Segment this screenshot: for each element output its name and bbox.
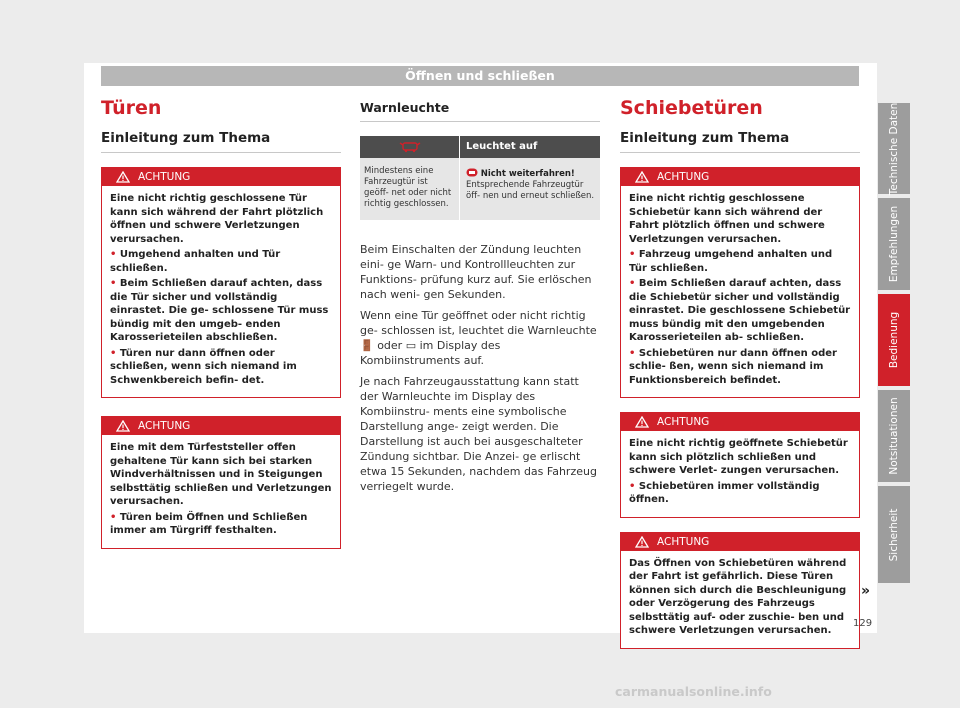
- warning-triangle-icon: [635, 416, 649, 428]
- paragraph: Beim Einschalten der Zündung leuchten eini- ge Warn- und Kontrollleuchten zur Funktions- prüfung kurz auf. Sie erlöschen nach weni- gen Sekunden.: [360, 243, 592, 301]
- table-header-icon-cell: [360, 136, 460, 158]
- warning-bullet: • Beim Schließen darauf achten, dass die Schiebetür sicher und vollständig einrastet. Die geschlossene Schiebetür muss bündig mit den umgebenden Karosserieteilen ab- schließen.: [629, 278, 851, 343]
- warning-label: ACHTUNG: [138, 420, 191, 432]
- column-schiebetueren: [620, 96, 860, 649]
- paragraph: Wenn eine Tür geöffnet oder nicht richtig ge- schlossen ist, leuchtet die Warnleuchte 🚪 oder ▭ im Display des Kombiinstruments auf.: [360, 309, 597, 367]
- warning-light-table: [360, 136, 600, 220]
- table-row: [360, 158, 600, 220]
- section-heading: Türen: [101, 97, 162, 119]
- tab-sicherheit[interactable]: Sicherheit: [878, 486, 910, 583]
- warning-box: [101, 416, 341, 549]
- bullet-icon: •: [110, 347, 120, 359]
- bullet-icon: •: [110, 249, 120, 260]
- bullet-icon: •: [110, 511, 120, 523]
- tab-technische-daten[interactable]: Technische Daten: [878, 103, 910, 194]
- warning-triangle-icon: [116, 171, 130, 183]
- warning-header: [102, 417, 340, 435]
- watermark: carmanualsonline.info: [615, 684, 772, 699]
- warning-box: [620, 167, 860, 398]
- warning-triangle-icon: [116, 420, 130, 432]
- warning-intro: Das Öffnen von Schiebetüren während der Fahrt ist gefährlich. Diese Türen können sich durch die Beschleunigung oder Verzögerung des Fahrzeugs selbsttätig auf- oder zuschie- ben und schwere Verletzungen verursachen.: [629, 557, 847, 636]
- table-cell-action-text: Entsprechende Fahrzeugtür öff- nen und erneut schließen.: [466, 180, 595, 201]
- warning-header: [621, 168, 859, 186]
- section-heading: Schiebetüren: [620, 97, 763, 119]
- table-cell-condition: Mindestens eine Fahrzeugtür ist geöff- net oder nicht richtig geschlossen.: [360, 158, 460, 220]
- continue-mark: »: [861, 583, 871, 599]
- warning-triangle-icon: [635, 171, 649, 183]
- stop-icon: [466, 168, 478, 177]
- warning-body: [621, 186, 859, 397]
- warning-body: [621, 431, 859, 517]
- section-subheading: Einleitung zum Thema: [620, 130, 860, 153]
- warning-label: ACHTUNG: [657, 416, 710, 428]
- chapter-header: Öffnen und schließen: [101, 66, 859, 86]
- warning-bullet: • Beim Schließen darauf achten, dass die Tür sicher und vollständig einrastet. Die ge- schlossene Tür muss bündig mit den umgeb- enden Karosserieteilen abschließen.: [110, 278, 329, 343]
- bullet-icon: •: [629, 480, 639, 492]
- door-open-car-icon: [399, 141, 421, 153]
- warning-intro: Eine nicht richtig geschlossene Tür kann sich während der Fahrt plötzlich öffnen und schwere Verletzungen verursachen.: [110, 193, 324, 245]
- bullet-icon: •: [629, 249, 639, 260]
- column-warnleuchte: [360, 96, 600, 500]
- warning-bullet: • Fahrzeug umgehend anhalten und Tür schließen.: [629, 249, 833, 274]
- table-cell-action: [460, 158, 600, 220]
- warning-header: [102, 168, 340, 186]
- warning-body: [102, 435, 340, 548]
- bullet-icon: •: [110, 278, 120, 289]
- warning-triangle-icon: [635, 536, 649, 548]
- warning-label: ACHTUNG: [657, 171, 710, 183]
- tab-bedienung[interactable]: Bedienung: [878, 294, 910, 386]
- section-subheading: Einleitung zum Thema: [101, 130, 341, 153]
- section-heading: Warnleuchte: [360, 100, 600, 122]
- body-text: [360, 242, 600, 494]
- table-cell-action-bold: Nicht weiterfahren!: [480, 169, 575, 179]
- warning-bullet: • Umgehend anhalten und Tür schließen.: [110, 249, 281, 274]
- bullet-icon: •: [629, 278, 639, 289]
- warning-box: [620, 532, 860, 649]
- page-number: 129: [853, 618, 873, 629]
- warning-box: [101, 167, 341, 398]
- warning-bullet: • Türen nur dann öffnen oder schließen, wenn sich niemand im Schwenkbereich befin- det.: [110, 347, 297, 386]
- warning-label: ACHTUNG: [657, 535, 710, 548]
- table-header-text: Leuchtet auf: [460, 136, 600, 158]
- warning-label: ACHTUNG: [138, 171, 191, 183]
- column-tueren: [101, 96, 341, 549]
- warning-body: [621, 551, 859, 648]
- warning-header: [621, 413, 859, 431]
- warning-body: [102, 186, 340, 397]
- warning-bullet: • Türen beim Öffnen und Schließen immer am Türgriff festhalten.: [110, 511, 308, 536]
- bullet-icon: •: [629, 347, 639, 359]
- warning-header: [621, 533, 859, 551]
- warning-box: [620, 412, 860, 518]
- warning-bullet: • Schiebetüren nur dann öffnen oder schlie- ßen, wenn sich niemand im Funktionsbereich befindet.: [629, 347, 837, 386]
- tab-empfehlungen[interactable]: Empfehlungen: [878, 198, 910, 290]
- warning-intro: Eine nicht richtig geöffnete Schiebetür kann sich plötzlich schließen und schwere Verlet- zungen verursachen.: [629, 438, 848, 476]
- table-header: [360, 136, 600, 158]
- warning-intro: Eine nicht richtig geschlossene Schiebetür kann sich während der Fahrt plötzlich öffnen und schwere Verletzungen verursachen.: [629, 193, 825, 245]
- warning-bullet: • Schiebetüren immer vollständig öffnen.: [629, 480, 820, 505]
- tab-notsituationen[interactable]: Notsituationen: [878, 390, 910, 482]
- paragraph: Je nach Fahrzeugausstattung kann statt der Warnleuchte im Display des Kombiinstru- ments eine symbolische Darstellung ange- zeigt werden. Die Darstellung ist auch bei ausgeschalteter Zündung sichtbar. Die Anzei- ge erlischt etwa 15 Sekunden, nachdem das Fahrzeug verriegelt wurde.: [360, 375, 597, 493]
- warning-intro: Eine mit dem Türfeststeller offen gehaltene Tür kann sich bei starken Windverhältnissen und in Steigungen selbsttätig schließen und Verletzungen verursachen.: [110, 442, 332, 507]
